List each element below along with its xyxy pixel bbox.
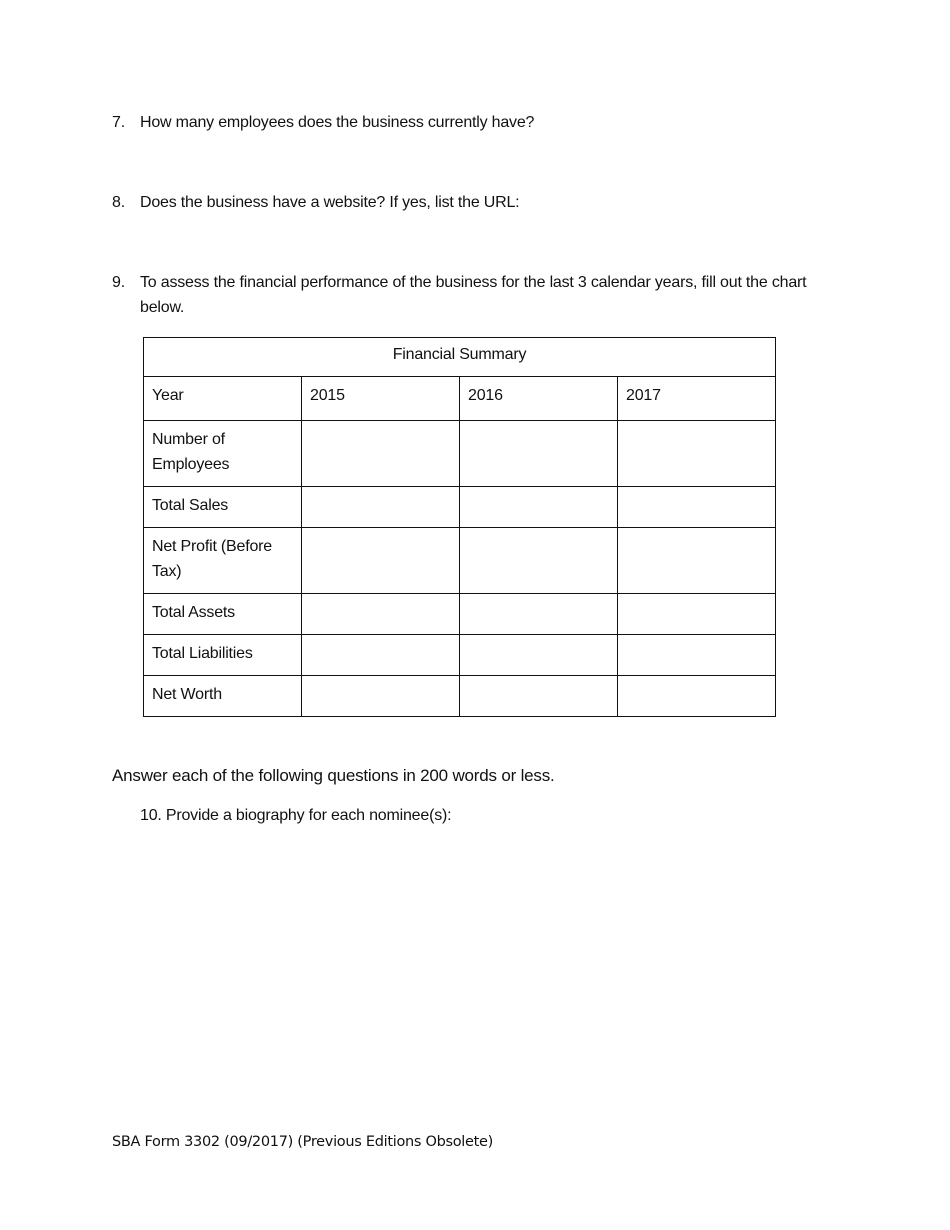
employees-2015-cell[interactable] [302, 421, 460, 487]
question-7 [112, 110, 534, 135]
instructions-text: Answer each of the following questions in 200 words or less. [112, 766, 555, 785]
row-label: Net Profit (Before Tax) [144, 528, 302, 594]
net-worth-2015-cell[interactable] [302, 676, 460, 717]
form-footer: SBA Form 3302 (09/2017) (Previous Editions Obsolete) [112, 1134, 494, 1150]
year-2017: 2017 [618, 377, 776, 421]
liabilities-2016-cell[interactable] [460, 635, 618, 676]
question-7-number: 7. [112, 114, 125, 131]
financial-summary-table [143, 337, 776, 717]
row-number-of-employees [144, 421, 776, 487]
row-label: Total Sales [144, 487, 302, 528]
row-label: Number of Employees [144, 421, 302, 487]
question-9 [112, 270, 832, 320]
net-worth-2016-cell[interactable] [460, 676, 618, 717]
net-profit-2015-cell[interactable] [302, 528, 460, 594]
question-10: 10. Provide a biography for each nominee(s): [140, 807, 452, 824]
net-worth-2017-cell[interactable] [618, 676, 776, 717]
assets-2017-cell[interactable] [618, 594, 776, 635]
question-7-text: How many employees does the business currently have? [140, 114, 535, 131]
row-total-assets [144, 594, 776, 635]
question-8-text: Does the business have a website? If yes, list the URL: [140, 194, 520, 211]
row-label: Net Worth [144, 676, 302, 717]
sales-2015-cell[interactable] [302, 487, 460, 528]
assets-2016-cell[interactable] [460, 594, 618, 635]
year-2016: 2016 [460, 377, 618, 421]
question-8 [112, 190, 519, 215]
question-8-number: 8. [112, 194, 125, 211]
employees-2016-cell[interactable] [460, 421, 618, 487]
assets-2015-cell[interactable] [302, 594, 460, 635]
liabilities-2017-cell[interactable] [618, 635, 776, 676]
liabilities-2015-cell[interactable] [302, 635, 460, 676]
year-label: Year [144, 377, 302, 421]
row-net-profit [144, 528, 776, 594]
row-label: Total Assets [144, 594, 302, 635]
question-9-number: 9. [112, 274, 125, 291]
year-2015: 2015 [302, 377, 460, 421]
employees-2017-cell[interactable] [618, 421, 776, 487]
net-profit-2016-cell[interactable] [460, 528, 618, 594]
net-profit-2017-cell[interactable] [618, 528, 776, 594]
question-9-text: To assess the financial performance of the business for the last 3 calendar years, fill out the chart below. [140, 274, 807, 316]
row-net-worth [144, 676, 776, 717]
row-total-sales [144, 487, 776, 528]
financial-summary-title: Financial Summary [144, 338, 776, 377]
sales-2016-cell[interactable] [460, 487, 618, 528]
sales-2017-cell[interactable] [618, 487, 776, 528]
row-total-liabilities [144, 635, 776, 676]
row-label: Total Liabilities [144, 635, 302, 676]
